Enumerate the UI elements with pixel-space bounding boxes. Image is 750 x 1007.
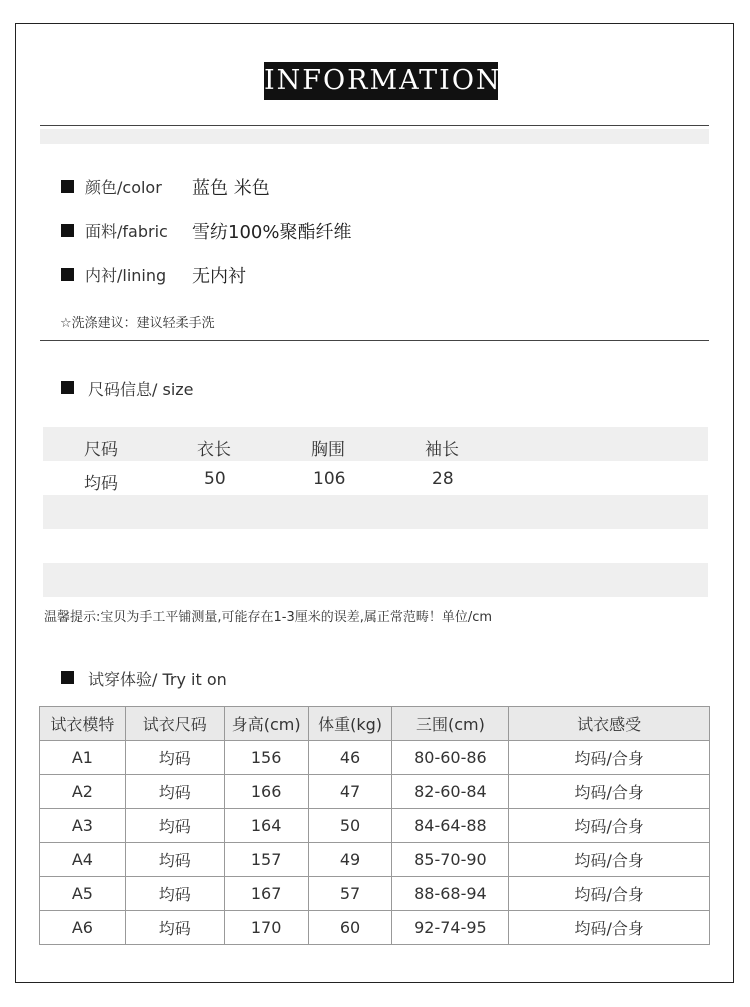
cell-feeling: 均码/合身 <box>509 877 710 911</box>
cell-size: 均码 <box>125 741 224 775</box>
cell-height: 156 <box>224 741 308 775</box>
page-title: INFORMATION <box>264 62 498 100</box>
cell-weight: 47 <box>308 775 392 809</box>
size-note: 温馨提示:宝贝为手工平铺测量,可能存在1-3厘米的误差,属正常范畴！单位/cm <box>44 610 493 625</box>
size-value-bust: 106 <box>313 469 346 489</box>
header-weight: 体重(kg) <box>308 707 392 741</box>
cell-height: 164 <box>224 809 308 843</box>
title-divider <box>40 125 709 126</box>
color-label: 颜色/color <box>85 178 162 197</box>
size-col-sleeve: 袖长 <box>425 440 459 460</box>
tryon-table <box>39 706 710 945</box>
size-col-size: 尺码 <box>84 440 118 460</box>
tryon-bullet-icon <box>61 671 74 684</box>
cell-model: A1 <box>40 741 126 775</box>
cell-model: A2 <box>40 775 126 809</box>
cell-model: A4 <box>40 843 126 877</box>
cell-model: A6 <box>40 911 126 945</box>
cell-feeling: 均码/合身 <box>509 775 710 809</box>
cell-weight: 46 <box>308 741 392 775</box>
size-col-bust: 胸围 <box>311 440 345 460</box>
tryon-section-title: 试穿体验/ Try it on <box>88 670 227 689</box>
cell-feeling: 均码/合身 <box>509 741 710 775</box>
cell-feeling: 均码/合身 <box>509 809 710 843</box>
size-header-band <box>43 427 708 461</box>
cell-measurements: 80-60-86 <box>392 741 509 775</box>
cell-height: 167 <box>224 877 308 911</box>
size-empty-band-2 <box>43 563 708 597</box>
size-col-length: 衣长 <box>197 440 231 460</box>
header-feeling: 试衣感受 <box>509 707 710 741</box>
cell-weight: 50 <box>308 809 392 843</box>
lining-label: 内衬/lining <box>85 266 167 285</box>
header-height: 身高(cm) <box>224 707 308 741</box>
header-measurements: 三围(cm) <box>392 707 509 741</box>
cell-height: 166 <box>224 775 308 809</box>
cell-size: 均码 <box>125 809 224 843</box>
header-size: 试衣尺码 <box>125 707 224 741</box>
fabric-label: 面料/fabric <box>85 222 168 241</box>
size-value-length: 50 <box>204 469 226 489</box>
header-model: 试衣模特 <box>40 707 126 741</box>
table-row <box>40 741 710 775</box>
fabric-bullet-icon <box>61 224 74 237</box>
cell-measurements: 82-60-84 <box>392 775 509 809</box>
cell-model: A5 <box>40 877 126 911</box>
table-row <box>40 911 710 945</box>
title-grey-band <box>40 129 709 144</box>
table-row <box>40 843 710 877</box>
cell-size: 均码 <box>125 775 224 809</box>
cell-feeling: 均码/合身 <box>509 911 710 945</box>
cell-height: 170 <box>224 911 308 945</box>
cell-model: A3 <box>40 809 126 843</box>
cell-measurements: 85-70-90 <box>392 843 509 877</box>
properties-divider <box>40 340 709 341</box>
cell-height: 157 <box>224 843 308 877</box>
size-bullet-icon <box>61 381 74 394</box>
cell-size: 均码 <box>125 911 224 945</box>
table-row <box>40 775 710 809</box>
fabric-value: 雪纺100%聚酯纤维 <box>192 222 352 243</box>
cell-feeling: 均码/合身 <box>509 843 710 877</box>
size-empty-band-1 <box>43 495 708 529</box>
size-value-sleeve: 28 <box>432 469 454 489</box>
table-row <box>40 809 710 843</box>
cell-weight: 57 <box>308 877 392 911</box>
cell-measurements: 92-74-95 <box>392 911 509 945</box>
size-section-title: 尺码信息/ size <box>88 380 194 399</box>
cell-weight: 60 <box>308 911 392 945</box>
cell-measurements: 88-68-94 <box>392 877 509 911</box>
color-value: 蓝色 米色 <box>192 178 270 199</box>
cell-size: 均码 <box>125 877 224 911</box>
table-header-row <box>40 707 710 741</box>
size-value-size: 均码 <box>84 474 118 494</box>
color-bullet-icon <box>61 180 74 193</box>
lining-value: 无内衬 <box>192 266 246 287</box>
table-row <box>40 877 710 911</box>
wash-note: ☆洗涤建议：建议轻柔手洗 <box>60 316 215 331</box>
cell-size: 均码 <box>125 843 224 877</box>
cell-weight: 49 <box>308 843 392 877</box>
lining-bullet-icon <box>61 268 74 281</box>
cell-measurements: 84-64-88 <box>392 809 509 843</box>
